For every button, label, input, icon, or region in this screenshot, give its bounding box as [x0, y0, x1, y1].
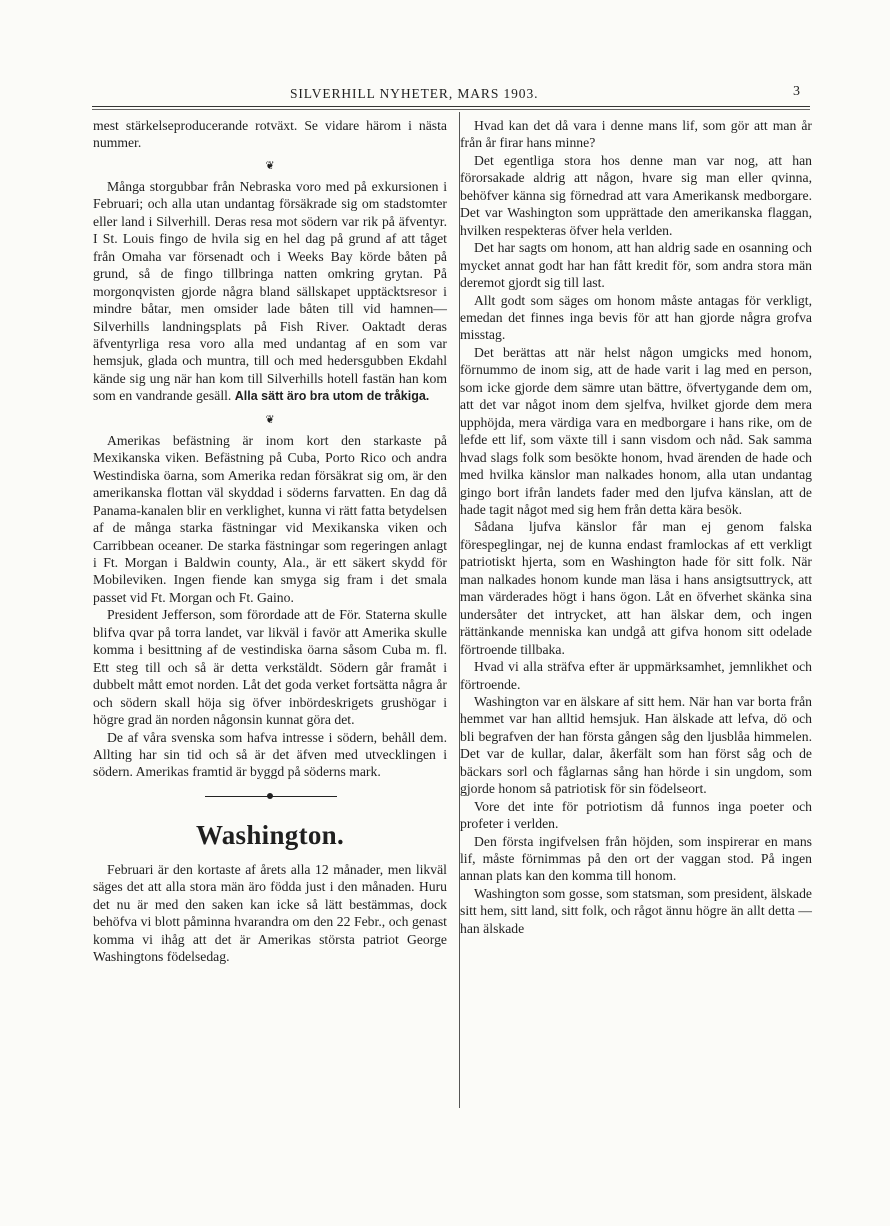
header-rule — [92, 106, 810, 107]
paragraph: De af våra svenska som hafva intresse i södern, behåll dem. Allting har sin tid och så är det äfven med utvecklingen i södern. Amerikas framtid är byggd på söderns mark. — [93, 729, 447, 780]
paragraph — [93, 178, 447, 406]
paragraph: Den första ingifvelsen från höjden, som inspirerar en mans lif, måste förnimmas på den ort der vaggan stod. På ingen annan plats kan den komma till honom. — [460, 833, 812, 884]
paragraph: Det egentliga stora hos denne man var nog, att han förorsakade aldrig att någon, hvare sig man eller qvinna, behöfver känna sig förnedrad att vara Amerikansk medborgare. Det var Washington som upprättade den amerikanska flaggan, hvilken respekteras öfver hela verlden. — [460, 152, 812, 238]
fleuron-ornament-icon: ❦ — [265, 159, 275, 172]
running-title: SILVERHILL NYHETER, MARS 1903. — [290, 86, 539, 101]
page-number: 3 — [793, 84, 800, 99]
paragraph: Washington som gosse, som statsman, som president, älskade sitt hem, sitt land, sitt folk, och rågot ännu högre än allt detta — han älskade — [460, 885, 812, 936]
paragraph: Amerikas befästning är inom kort den starkaste på Mexikanska viken. Befästning på Cuba, Porto Rico och andra Westindiska öarna, som Amerika redan försäkrat sig om, är den amerikanska flottan väl skyddad i söderns farvatten. En dag då Panama-kanalen blir en verklighet, kunna vi rätt fatta betydelsen af de många starka fästningar vid Mexikanska viken och Carribbean oceaner. De starka fästningar som regeringen anlagt i Ft. Morgan i Baldwin county, Ala., är ett säkert skydd för Mobileviken. Ingen fiende kan smyga sig fram i det smala passet vid Ft. Morgan och Ft. Gaino. — [93, 432, 447, 605]
paragraph: mest stärkelseproducerande rotväxt. Se vidare härom i nästa nummer. — [93, 118, 447, 151]
section-divider — [93, 781, 447, 811]
paragraph-text: Många storgubbar från Nebraska voro med på exkursionen i Februari; och alla utan undantag försäkrade sig om stadstomter eller land i Silverhill. Deras resa mot södern var rik på äfventyr. I St. Louis fingo de hvila sig en hel dag på grund af att tåget från Omaha var försenadt och i Weeks Bay körde båten på grund, så de fingo tillbringa natten omkring grytan. På morgonqvisten gjorde några bland sällskapet upptäcktsresor i mindre båtar, men omsider lade båten till vid hamnen—Silverhills landningsplats på Fish River. Oaktadt deras äfventyrliga resa voro alla med undantag af en som var hemsjuk, glada och muntra, till och med hedersgubben Ekdahl kände sig ung när han kom till Silverhills hotell fastän han kom som en vandrande gesäll. — [93, 178, 447, 404]
fleuron-ornament-icon: ❦ — [265, 413, 275, 426]
paragraph: Washington var en älskare af sitt hem. När han var borta från hemmet var han alltid hemsjuk. Han älskade att lefva, dö och bli begrafven der han första gången såg den ljusblåa himmelen. Det var de kullar, dalar, åkerfält som han först såg och de bäckars sorl och fåglarnas sång han hörde i sin ungdom, som gjorde honom så patriotisk för sin födelseort. — [460, 693, 812, 797]
paragraph: Vore det inte för potriotism då funnos inga poeter och profeter i verlden. — [460, 798, 812, 832]
right-column — [460, 117, 812, 937]
header-rule-secondary — [92, 109, 810, 110]
paragraph: Det har sagts om honom, att han aldrig sade en osanning och mycket annat godt har han fått kredit för, som andra stora män deremot gjordt sig till last. — [460, 240, 812, 291]
bold-phrase: Alla sätt äro bra utom de tråkiga. — [234, 389, 430, 404]
divider-dot-icon — [267, 793, 273, 799]
article-heading: Washington. — [195, 819, 345, 850]
page-header — [92, 84, 810, 104]
paragraph: Hvad vi alla sträfva efter är uppmärksamhet, jemnlikhet och förtroende. — [460, 659, 812, 692]
left-column — [93, 117, 447, 966]
paragraph: Februari är den kortaste af årets alla 12 månader, men likväl säges det att alla stora män äro födda just i den månaden. Huru det nu är med den saken kan icke så lätt bestämmas, dock behöfva vi blott påminna hvarandra om den 22 Febr., och genast komma vi ihåg att det är Amerikas största patriot George Washingtons födelsedag. — [93, 861, 447, 965]
paragraph: Hvad kan det då vara i denne mans lif, som gör att man år från år firar hans minne? — [460, 118, 812, 151]
paragraph: Sådana ljufva känslor får man ej genom falska förespeglingar, nej de kunna endast framlockas af ett verkligt patriotiskt hjerta, som en Washington hade för sitt folk. När man nalkades honom kunde man läsa i hans ansigtsuttryck, att man värderades högt i hans ögon. Låt en öfverhet skänka sina undersåter det intrycket, att han älskar dem, och ingen rättänkande menniska kan undgå att gifva honom sitt odelade förtroende tillbaka. — [460, 519, 812, 657]
paragraph: President Jefferson, som förordade att de För. Staterna skulle blifva qvar på torra landet, var likväl i favör att Amerika skulle komma i besittning af de vestindiska öarna såsom Cuba m. fl. Ett steg till och så är detta verkstäldt. Södern går framåt i dubbelt mått emot norden. Låt det goda verket fortsätta några år och södern skall höja sig öfver inbördeskrigets grushögar i högre grad än norden någonsin kunnat göra det. — [93, 607, 447, 728]
paragraph: Allt godt som säges om honom måste antagas för verkligt, emedan det finnes inga bevis för att han gjorde några grofva misstag. — [460, 292, 812, 343]
paragraph: Det berättas att när helst någon umgicks med honom, förnummo de inom sig, att de hade varit i lag med en person, som icke gjorde dem sämre utan bättre, öfvertygande dem om, att det var något inom dem sjelfva, hvilket gjorde dem mera upphöjda, mera värdiga vara en medborgare i hans rike, om de lefde ett lif, som växte till i sann visdom och nåd. Sak samma hvad slags folk som besökte honom, hvad ärenden de hade och med hvilka känslor man nalkades honom, alla utan undantag gingo bort ifrån landets fader med den ljufva känslan, att de hade tagit något med sig hem från detta kära besök. — [460, 344, 812, 517]
